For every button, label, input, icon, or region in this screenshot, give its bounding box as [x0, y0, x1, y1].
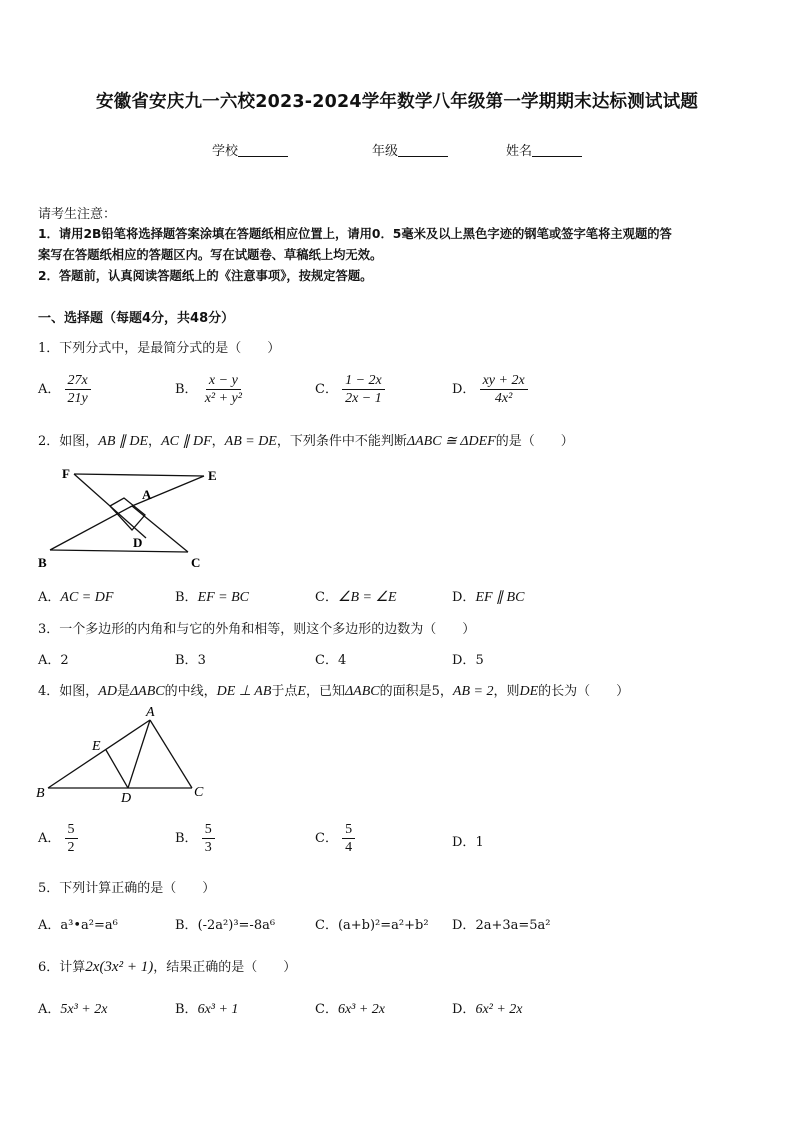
question-6-stem: 6．计算2x(3x² + 1)，结果正确的是（ ）: [38, 959, 297, 975]
label-D: D: [133, 535, 143, 550]
q1-option-b-fraction: $\frac{x - y}{\text{x² + y²}}$: [204, 373, 242, 406]
label-A: A: [146, 705, 155, 720]
school-field[interactable]: [212, 140, 288, 159]
notice-item-1-line-2: 案写在答题纸相应的答题区内。写在试题卷、草稿纸上均无效。: [38, 248, 383, 262]
q1-option-c-fraction: $\frac{1 - 2x}{2x - 1}$: [342, 372, 385, 407]
q1-option-b[interactable]: B． $\frac{x - y}{\text{x² + y²}}$: [175, 372, 245, 407]
q1-option-a-fraction: $\frac{27x}{21y}$: [65, 372, 91, 407]
q3-option-a[interactable]: A．2: [38, 653, 69, 668]
q2-figure: [36, 462, 226, 574]
line-fe: [74, 474, 204, 476]
q2-option-d[interactable]: D．EF ∥ BC: [452, 590, 525, 605]
q5-option-d[interactable]: D．2a+3a=5a²: [452, 918, 551, 933]
notice-item-2: 2．答题前，认真阅读答题纸上的《注意事项》，按规定答题。: [38, 269, 373, 283]
question-2-stem: 2．如图，AB ∥ DE，AC ∥ DF，AB = DE，下列条件中不能判断ΔABC ≅ ΔDEF的是（ ）: [38, 434, 574, 449]
section-heading: 一、选择题（每题4分，共48分）: [38, 311, 235, 326]
line-de: [146, 476, 204, 538]
name-label: 姓名: [506, 144, 533, 159]
q6-option-d[interactable]: D．6x² + 2x: [452, 1002, 523, 1017]
q3-option-d[interactable]: D．5: [452, 653, 484, 668]
q2-option-b[interactable]: B．EF = BC: [175, 590, 250, 605]
name-field[interactable]: [506, 140, 582, 159]
name-blank[interactable]: [532, 144, 582, 157]
notice-item-1-line-1: 1．请用2B铅笔将选择题答案涂填在答题纸相应位置上，请用0．5毫米及以上黑色字迹的钢笔或签字笔将主观题的答: [38, 227, 672, 241]
q2-option-c[interactable]: C．∠B = ∠E: [315, 590, 397, 605]
q3-option-c[interactable]: C．4: [315, 653, 347, 668]
grade-field[interactable]: [372, 140, 448, 159]
q4-option-b[interactable]: B． $\frac{5}{3}$: [175, 821, 215, 856]
question-1-stem: 1．下列分式中，是最简分式的是（ ）: [38, 341, 281, 356]
q6-option-c[interactable]: C．6x³ + 2x: [315, 1002, 386, 1017]
label-B: B: [38, 555, 47, 570]
q4-option-c[interactable]: C． $\frac{5}{4}$: [315, 821, 355, 856]
label-E: E: [208, 468, 217, 483]
q4-figure: [32, 702, 212, 806]
grade-label: 年级: [372, 144, 399, 159]
question-3-stem: 3．一个多边形的内角和与它的外角和相等，则这个多边形的边数为（ ）: [38, 622, 476, 637]
line-bc: [50, 550, 188, 552]
q4-option-d[interactable]: D．1: [452, 835, 484, 850]
q2-option-a[interactable]: A．AC = DF: [38, 590, 114, 605]
label-A: A: [142, 487, 152, 502]
notice-heading: 请考生注意：: [38, 207, 117, 222]
q3-option-b[interactable]: B．3: [175, 653, 206, 668]
q1-option-d-fraction: $\frac{xy + 2x}{\text{4x²}}$: [480, 372, 528, 407]
q5-option-c[interactable]: C．(a+b)²=a²+b²: [315, 918, 429, 933]
label-E: E: [92, 739, 101, 754]
line-ab: [48, 720, 150, 788]
line-ba: [50, 506, 132, 550]
school-label: 学校: [212, 144, 239, 159]
page-title: 安徽省安庆九一六校2023-2024学年数学八年级第一学期期末达标测试试题: [95, 92, 699, 112]
question-4-stem: 4．如图，AD是ΔABC的中线，DE ⊥ AB于点E，已知ΔABC的面积是5，AB = 2，则DE的长为（ ）: [38, 684, 630, 699]
line-ac: [150, 720, 192, 788]
question-5-stem: 5．下列计算正确的是（ ）: [38, 881, 216, 896]
q6-option-b[interactable]: B．6x³ + 1: [175, 1002, 239, 1017]
q4-option-a[interactable]: A． $\frac{5}{2}$: [38, 821, 78, 856]
q1-option-c[interactable]: C． $\frac{1 - 2x}{2x - 1}$: [315, 372, 385, 407]
q5-option-a[interactable]: A．a³•a²=a⁶: [38, 918, 118, 933]
q5-option-b[interactable]: B．(-2a²)³=-8a⁶: [175, 918, 276, 933]
q1-option-d[interactable]: D． $\frac{xy + 2x}{\text{4x²}}$: [452, 372, 528, 407]
label-F: F: [62, 466, 70, 481]
label-C: C: [194, 785, 204, 800]
q6-option-a[interactable]: A．5x³ + 2x: [38, 1002, 108, 1017]
label-C: C: [191, 555, 201, 570]
grade-blank[interactable]: [398, 144, 448, 157]
label-D: D: [121, 791, 132, 806]
school-blank[interactable]: [238, 144, 288, 157]
line-de: [106, 750, 128, 788]
line-ad: [128, 720, 150, 788]
q1-option-a[interactable]: A． $\frac{27x}{21y}$: [38, 372, 91, 407]
label-B: B: [36, 786, 45, 801]
